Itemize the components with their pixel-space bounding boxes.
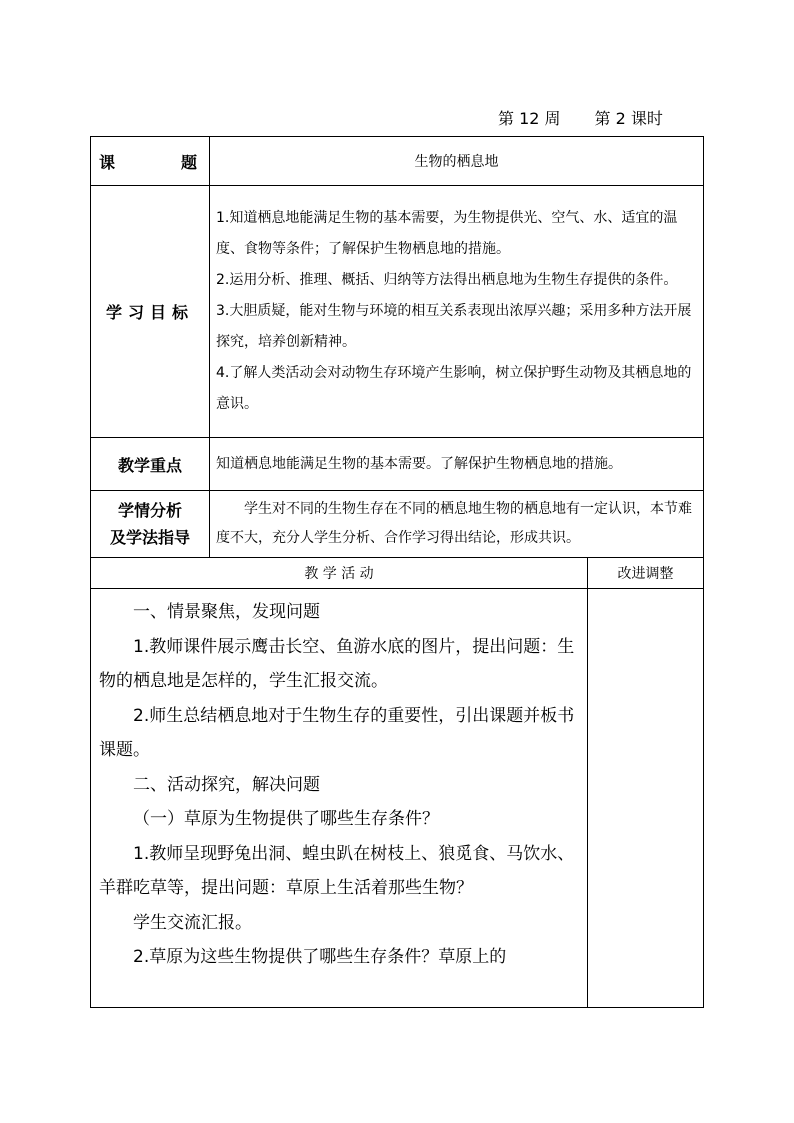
analysis-row [91,491,704,558]
objectives-label: 学习目标 [91,186,210,438]
analysis-label-line2: 及学法指导 [109,528,190,547]
objective-item: 4.了解人类活动会对动物生存环境产生影响，树立保护野生动物及其栖息地的意识。 [216,365,692,412]
analysis-value: 学生对不同的生物生存在不同的栖息地生物的栖息地有一定认识，本节难度不大，充分人学生分析、合作学习得出结论，形成共识。 [210,491,704,558]
activity-content [91,589,588,1008]
activity-paragraph: 2.草原为这些生物提供了哪些生存条件？草原上的 [133,947,507,967]
objectives-row [91,186,704,438]
activity-paragraph: （一）草原为生物提供了哪些生存条件？ [133,809,439,829]
activity-paragraph: 二、活动探究，解决问题 [133,774,320,795]
activity-paragraph: 一、情景聚焦，发现问题 [133,602,320,622]
adjust-content [588,589,704,1008]
topic-value: 生物的栖息地 [210,137,704,186]
lesson-header [498,106,663,129]
key-points-row [91,438,704,491]
key-points-value: 知道栖息地能满足生物的基本需要。了解保护生物栖息地的措施。 [210,438,704,491]
analysis-label [91,491,210,558]
objective-item: 2.运用分析、推理、概括、归纳等方法得出栖息地为生物生存提供的条件。 [216,272,678,288]
activity-header: 教 学 活 动 [91,558,588,589]
analysis-label-line1: 学情分析 [117,501,182,520]
key-points-label: 教学重点 [91,438,210,491]
objective-item: 3.大胆质疑，能对生物与环境的相互关系表现出浓厚兴趣；采用多种方法开展探究，培养创新精神。 [216,303,692,350]
objectives-cell [210,186,704,438]
objective-item: 1.知道栖息地能满足生物的基本需要，为生物提供光、空气、水、适宜的温度、食物等条件；了解保护生物栖息地的措施。 [216,210,678,257]
activity-header-row [91,558,704,589]
week-label: 第 12 周 [498,109,561,128]
topic-row [91,137,704,186]
activity-paragraph: 学生交流汇报。 [133,912,252,933]
lesson-label: 第 2 课时 [594,109,663,128]
activity-body-row [91,589,704,1008]
topic-label-right: 题 [181,152,198,172]
activity-paragraph: 1.教师课件展示鹰击长空、鱼游水底的图片，提出问题：生物的栖息地是怎样的，学生汇报交流。 [99,636,575,691]
activity-paragraph: 2.师生总结栖息地对于生物生存的重要性，引出课题并板书课题。 [99,705,575,760]
lesson-plan-table [90,136,704,1008]
topic-label-left: 课 [99,152,116,172]
activity-paragraph: 1.教师呈现野兔出洞、蝗虫趴在树枝上、狼觅食、马饮水、羊群吃草等，提出问题：草原上生活着那些生物？ [99,843,575,898]
topic-label-cell [91,137,210,186]
adjust-header: 改进调整 [588,558,704,589]
